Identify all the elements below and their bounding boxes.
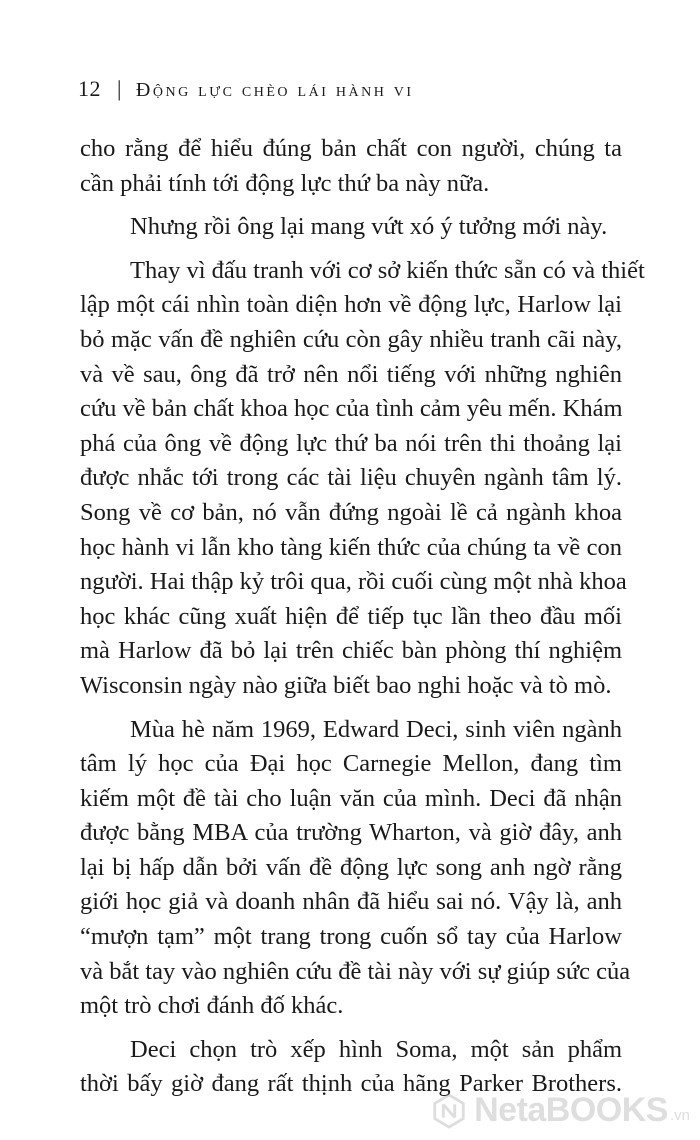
text-line: cần phải tính tới động lực thứ ba này nữa. <box>80 169 490 197</box>
watermark <box>430 1091 690 1130</box>
text-line: Song về cơ bản, nó vẫn đứng ngoài lề cả ngành khoa <box>80 498 622 526</box>
running-head <box>78 76 414 102</box>
text-line: được bằng MBA của trường Wharton, và giờ đây, anh <box>80 819 622 847</box>
text-line: người. Hai thập kỷ trôi qua, rồi cuối cùng một nhà khoa <box>80 568 627 596</box>
text-line: “mượn tạm” một trang trong cuốn sổ tay của Harlow <box>80 923 622 951</box>
text-line: tâm lý học của Đại học Carnegie Mellon, đang tìm <box>80 750 622 778</box>
text-line: cho rằng để hiểu đúng bản chất con người, chúng ta <box>80 135 622 162</box>
text-line: bỏ mặc vấn đề nghiên cứu còn gây nhiều tranh cãi này, <box>80 325 622 353</box>
watermark-suffix: .vn <box>669 1107 690 1124</box>
text-line: giới học giả và doanh nhân đã hiểu sai nó. Vậy là, anh <box>80 888 622 916</box>
paragraph-gap <box>80 704 622 713</box>
chapter-title: Động lực chèo lái hành vi <box>135 79 414 101</box>
text-line: được nhắc tới trong các tài liệu chuyên ngành tâm lý. <box>80 464 622 492</box>
text-line: lại bị hấp dẫn bởi vấn đề động lực song anh ngờ rằng <box>80 853 622 881</box>
netabooks-logo-icon <box>430 1092 468 1130</box>
header-separator: | <box>117 76 122 101</box>
text-line: thời bấy giờ đang rất thịnh của hãng Parker Brothers. <box>80 1070 622 1098</box>
text-line: mà Harlow đã bỏ lại trên chiếc bàn phòng thí nghiệm <box>80 637 622 665</box>
text-line: một trò chơi đánh đố khác. <box>80 992 344 1020</box>
text-line: cứu về bản chất khoa học của tình cảm yêu mến. Khám <box>80 395 623 423</box>
text-line: lập một cái nhìn toàn diện hơn về động lực, Harlow lại <box>80 291 622 319</box>
text-line: phá của ông về động lực thứ ba nói trên thi thoảng lại <box>80 429 622 457</box>
text-line: Nhưng rồi ông lại mang vứt xó ý tưởng mới này. <box>130 213 608 241</box>
text-line: Wisconsin ngày nào giữa biết bao nghi hoặc và tò mò. <box>80 671 612 699</box>
paragraph-gap <box>80 245 622 254</box>
text-line: Thay vì đấu tranh với cơ sở kiến thức sẵn có và thiết <box>130 256 645 284</box>
text-line: Deci chọn trò xếp hình Soma, một sản phẩm <box>130 1035 622 1063</box>
text-line: học hành vi lẫn kho tàng kiến thức của chúng ta về con <box>80 533 622 561</box>
paragraph-gap <box>80 201 622 210</box>
text-line: và bắt tay vào nghiên cứu đề tài này với sự giúp sức của <box>80 957 631 985</box>
text-line: và về sau, ông đã trở nên nổi tiếng với những nghiên <box>80 360 622 388</box>
text-line: kiếm một đề tài cho luận văn của mình. Deci đã nhận <box>80 784 622 812</box>
text-line: Mùa hè năm 1969, Edward Deci, sinh viên ngành <box>130 715 622 743</box>
paragraph-gap <box>80 1024 622 1033</box>
page-number: 12 <box>78 76 101 101</box>
text-line: học khác cũng xuất hiện để tiếp tục lần theo đầu mối <box>80 602 622 630</box>
body-text <box>80 132 645 1102</box>
watermark-brand: NetaBOOKS <box>474 1091 668 1129</box>
